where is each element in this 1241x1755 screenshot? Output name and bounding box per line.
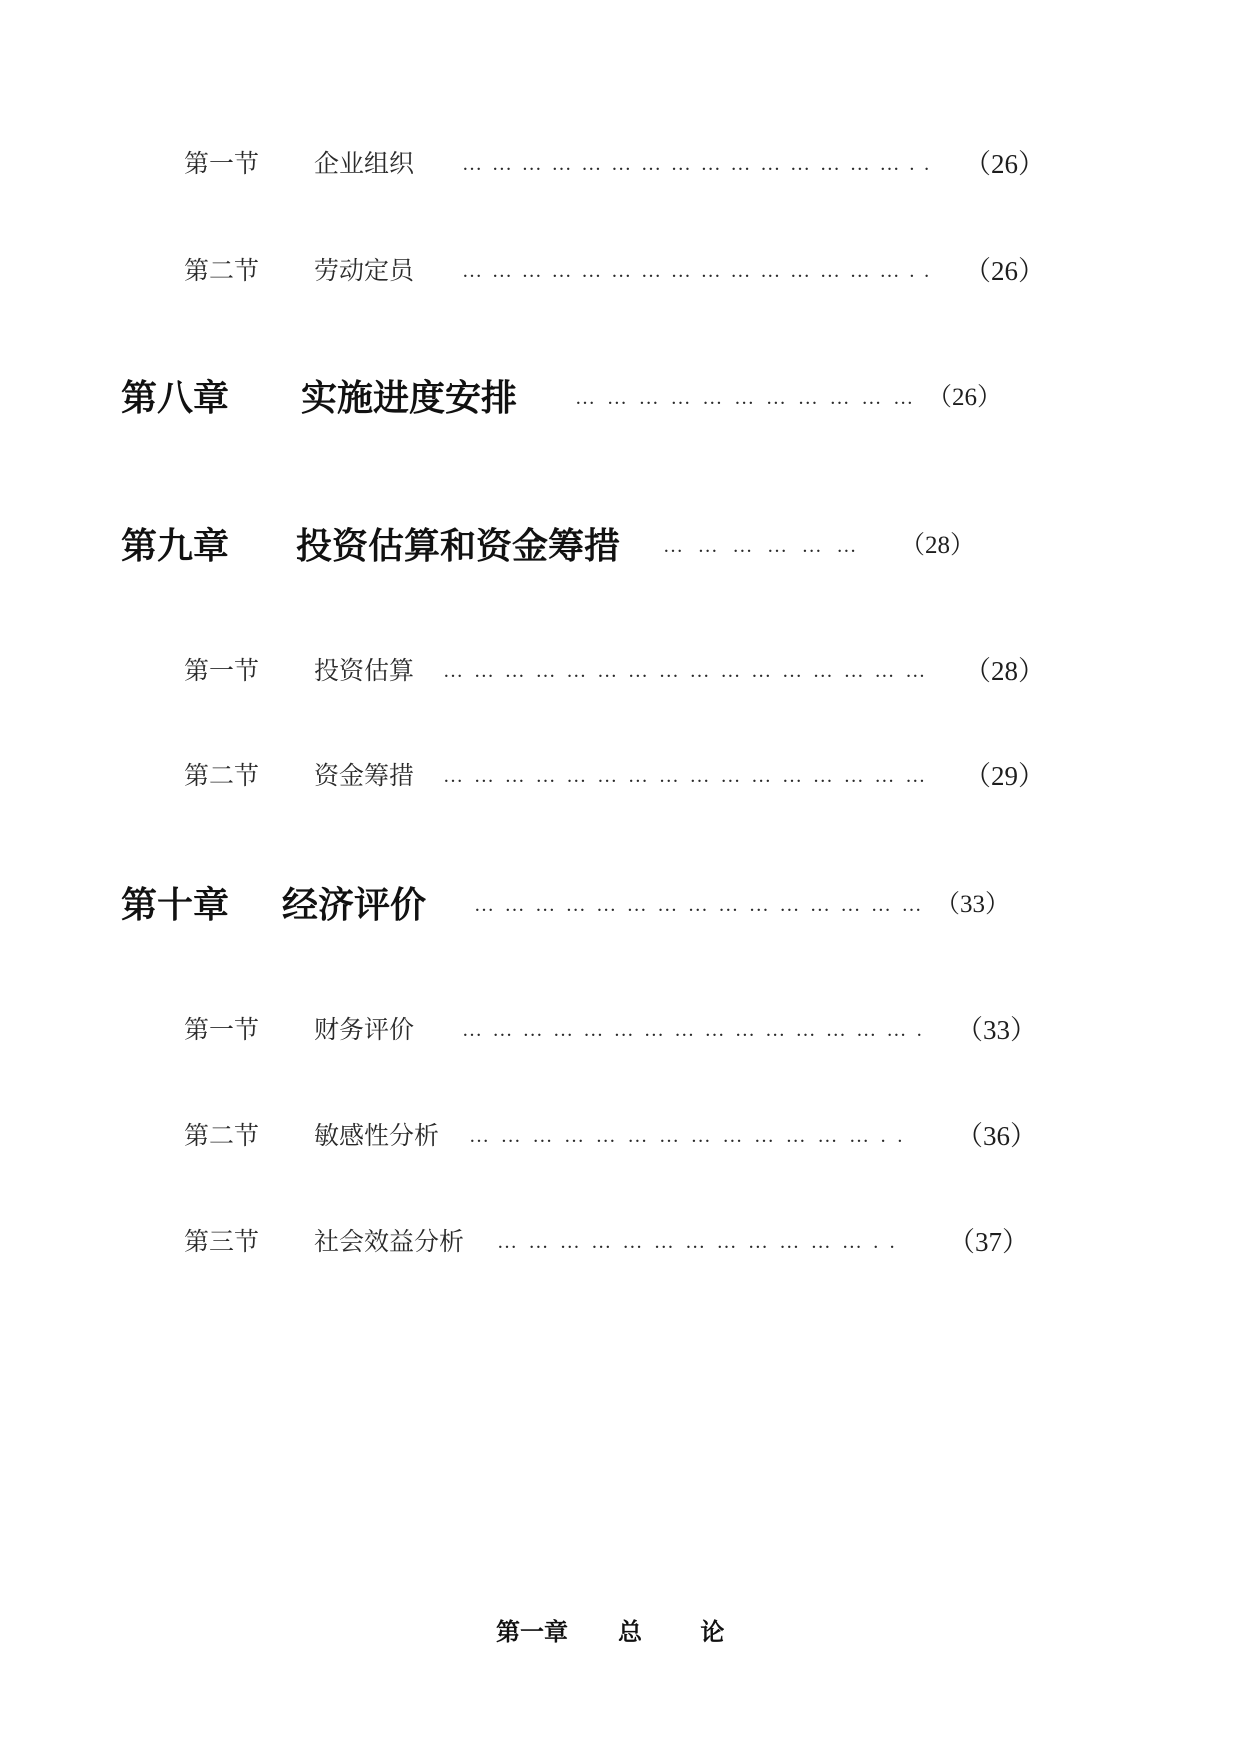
toc-entry-title: 投资估算 [314,656,415,685]
toc-entry-number: 第一节 [184,149,260,178]
toc-entry-leader: ………………………………………… [443,765,936,787]
toc-entry-leader: ……………………………………….. [462,153,939,175]
toc-entry-number: 第二节 [184,1121,260,1150]
toc-entry-chapter [0,524,1241,568]
toc-entry-leader: ………………………………………… [443,660,936,682]
toc-entry-number: 第三节 [184,1227,260,1256]
toc-entry-leader: ……………… [663,535,871,557]
toc-entry-page: （33） [956,1015,1037,1045]
toc-entry-section [0,255,1241,287]
chapter-heading-title: 总 论 [618,1617,725,1646]
toc-entry-number: 第一节 [184,656,260,685]
toc-entry-number: 第九章 [121,525,230,567]
chapter-heading [0,1617,1241,1647]
toc-entry-leader: ………………………………….. [469,1125,914,1147]
toc-entry-page: （26） [927,384,1003,411]
toc-entry-leader: ………………………………………. [462,1019,932,1041]
toc-entry-section [0,655,1241,687]
toc-entry-page: （28） [964,656,1045,686]
toc-entry-page: （26） [964,149,1045,179]
toc-entry-chapter [0,376,1241,420]
toc-entry-section [0,760,1241,792]
toc-entry-page: （33） [935,891,1011,918]
toc-entry-section [0,1226,1241,1258]
toc-entry-chapter [0,883,1241,927]
toc-entry-leader: …………………………… [575,387,925,409]
toc-entry-page: （36） [956,1121,1037,1151]
toc-entry-title: 企业组织 [314,149,415,178]
toc-entry-title: 实施进度安排 [301,377,518,419]
toc-entry-page: （28） [900,532,976,559]
toc-entry-section [0,1014,1241,1046]
toc-entry-number: 第八章 [121,377,230,419]
toc-entry-title: 经济评价 [282,884,427,926]
toc-entry-title: 社会效益分析 [314,1227,465,1256]
toc-entry-number: 第二节 [184,256,260,285]
toc-entry-page: （26） [964,256,1045,286]
toc-entry-leader: ……………………………………….. [462,260,939,282]
chapter-heading-number: 第一章 [496,1617,568,1646]
toc-entry-number: 第二节 [184,761,260,790]
toc-entry-number: 第一节 [184,1015,260,1044]
toc-entry-section [0,1120,1241,1152]
toc-entry-leader: ……………………………………… [474,894,932,916]
toc-entry-section [0,148,1241,180]
toc-entry-title: 投资估算和资金筹措 [296,525,621,567]
toc-entry-title: 财务评价 [314,1015,415,1044]
toc-entry-title: 劳动定员 [314,256,415,285]
toc-entry-page: （37） [948,1227,1029,1257]
toc-entry-title: 敏感性分析 [314,1121,440,1150]
toc-entry-page: （29） [964,761,1045,791]
toc-entry-number: 第十章 [121,884,230,926]
toc-entry-leader: ……………………………….. [497,1231,906,1253]
toc-entry-title: 资金筹措 [314,761,415,790]
